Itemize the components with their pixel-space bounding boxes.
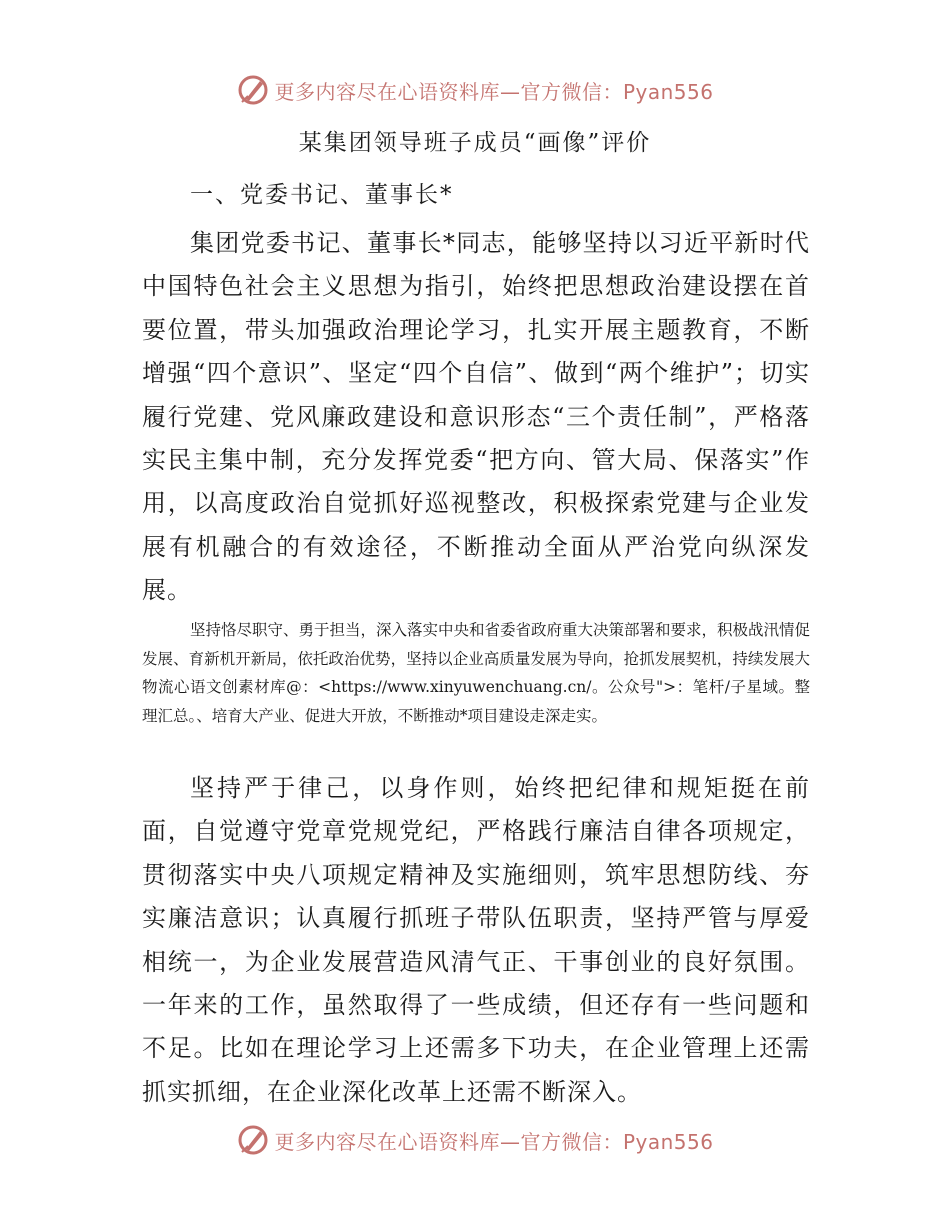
footer-watermark [0, 1120, 950, 1160]
quill-logo-icon [236, 1123, 270, 1157]
paragraph-2: 坚持恪尽职守、勇于担当，深入落实中央和省委省政府重大决策部署和要求，积极战汛情促发展、育新机开新局，依托政治优势，坚持以企业高质量发展为导向，抢抓发展契机，持续发展大物流心语文创素材库@：<https://www.xinyuwenchuang.cn/。公众号">：笔杆/子星域。整理汇总。、培育大产业、促进大开放，不断推动*项目建设走深走实。 [142, 621, 811, 725]
paragraph-1: 集团党委书记、董事长*同志，能够坚持以习近平新时代中国特色社会主义思想为指引，始终把思想政治建设摆在首要位置，带头加强政治理论学习，扎实开展主题教育，不断增强“四个意识”、坚定“四个自信”、做到“两个维护”；切实履行党建、党风廉政建设和意识形态“三个责任制”，严格落实民主集中制，充分发挥党委“把方向、管大局、保落实”作用，以高度政治自觉抓好巡视整改，积极探索党建与企业发展有机融合的有效途径，不断推动全面从严治党向纵深发展。 [142, 229, 810, 605]
quill-logo-icon [236, 73, 270, 107]
watermark-text: 更多内容尽在心语资料库—官方微信：Pyan556 [274, 1129, 714, 1154]
header-watermark [0, 70, 950, 110]
section-heading: 一、党委书记、董事长* [190, 182, 454, 208]
document-title: 某集团领导班子成员“画像”评价 [298, 130, 652, 156]
watermark-text: 更多内容尽在心语资料库—官方微信：Pyan556 [274, 79, 714, 104]
paragraph-3: 坚持严于律己，以身作则，始终把纪律和规矩挺在前面，自觉遵守党章党规党纪，严格践行廉洁自律各项规定，贯彻落实中央八项规定精神及实施细则，筑牢思想防线、夯实廉洁意识；认真履行抓班子带队伍职责，坚持严管与厚爱相统一，为企业发展营造风清气正、干事创业的良好氛围。一年来的工作，虽然取得了一些成绩，但还存有一些问题和不足。比如在理论学习上还需多下功夫，在企业管理上还需抓实抓细，在企业深化改革上还需不断深入。 [142, 774, 810, 1106]
